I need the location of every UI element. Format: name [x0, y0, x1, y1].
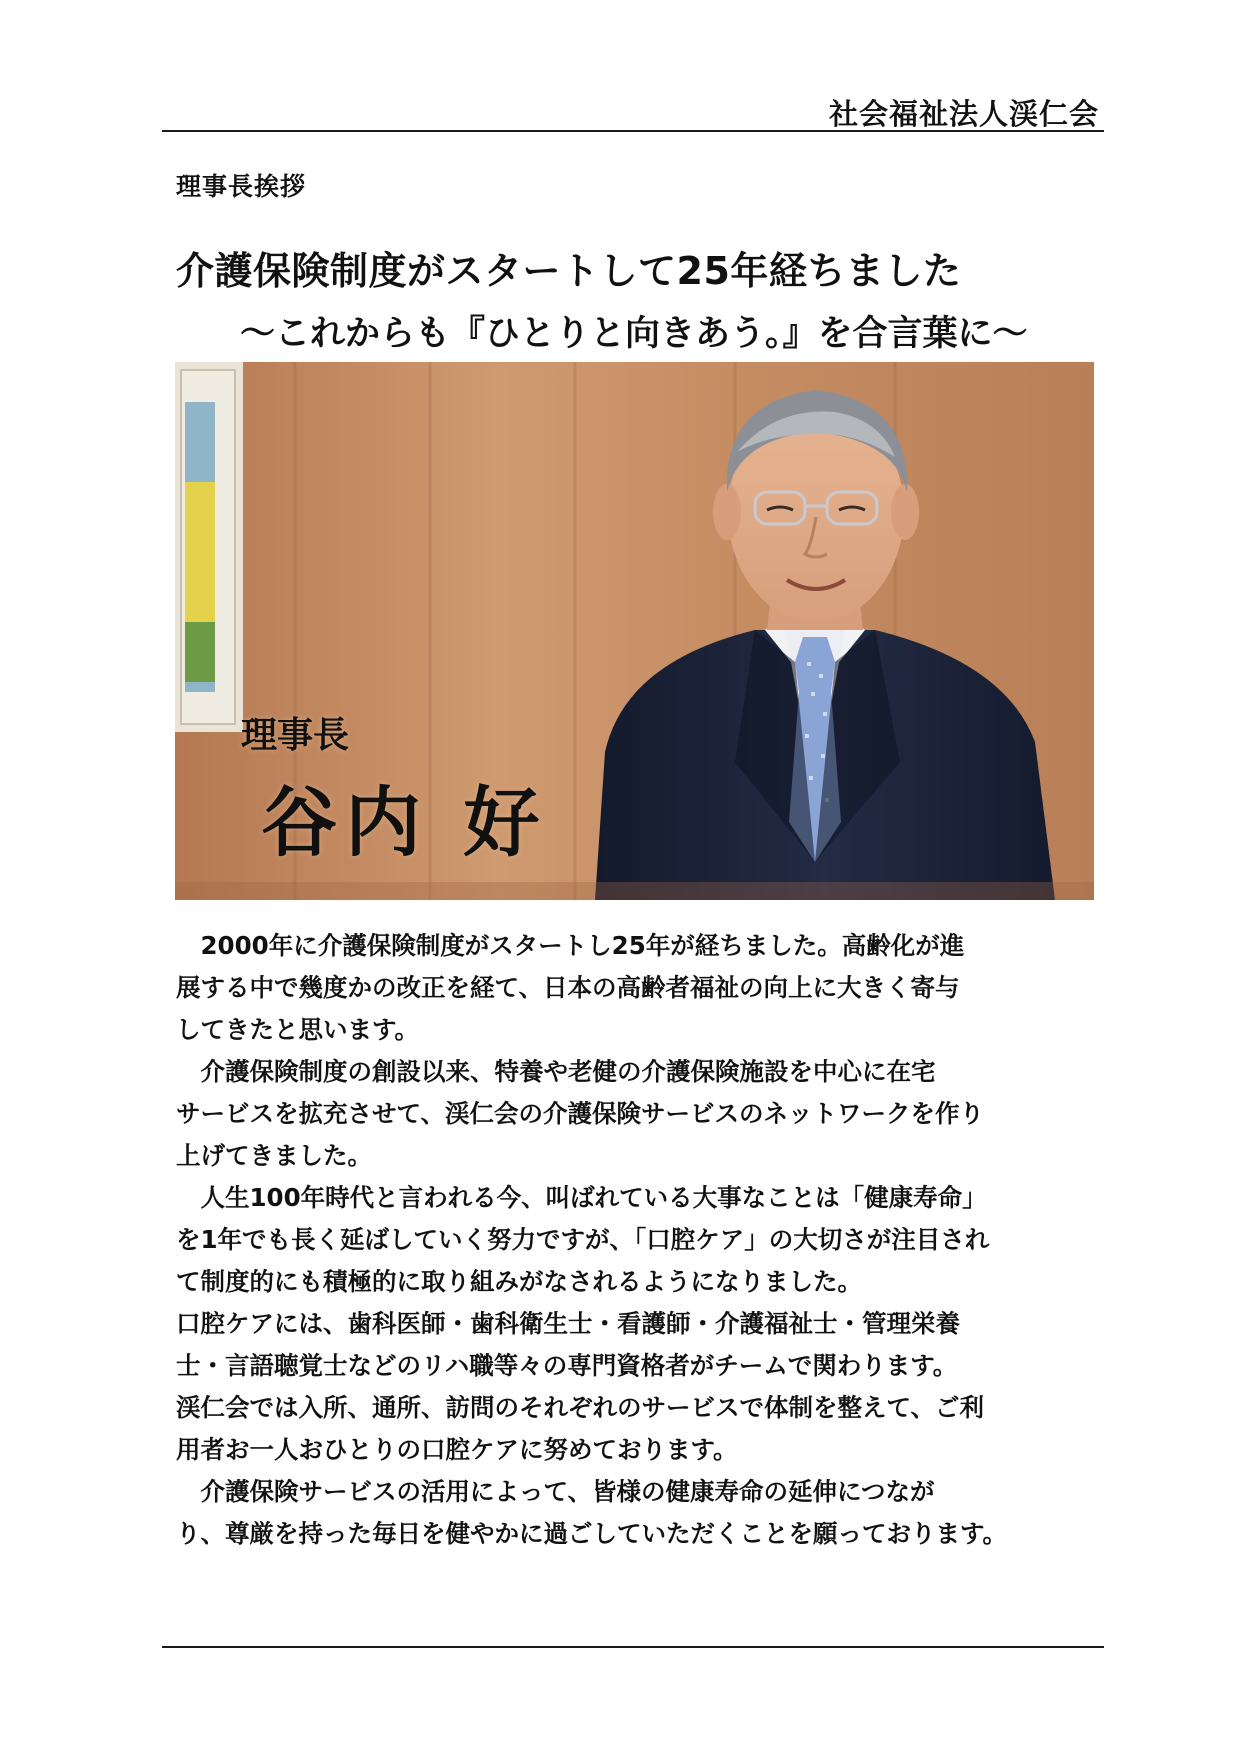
- footer-rule: [162, 1646, 1104, 1648]
- organization-name: 社会福祉法人渓仁会: [828, 97, 1099, 131]
- chairman-photo: [175, 362, 1094, 900]
- header-rule: [162, 130, 1104, 132]
- paragraph: 人生100年時代と言われる今、叫ばれている大事なことは「健康寿命」 を1年でも長く延ばしていく努力ですが、「口腔ケア」の大切さが注目され て制度的にも積極的に取り組みがなされるようになりました。: [176, 1183, 990, 1296]
- caption-title: 理事長: [241, 715, 350, 756]
- headline: 介護保険制度がスタートして25年経ちました: [176, 249, 962, 293]
- greeting-body: [176, 925, 1102, 1555]
- caption-name: 谷内 好: [261, 778, 548, 867]
- paragraph: 口腔ケアには、歯科医師・歯科衛生士・看護師・介護福祉士・管理栄養 士・言語聴覚士などのリハ職等々の専門資格者がチームで関わります。 渓仁会では入所、通所、訪問のそれぞれのサービスで体制を整えて、ご利 用者お一人おひとりの口腔ケアに努めております。: [176, 1309, 985, 1464]
- paragraph: 介護保険サービスの活用によって、皆様の健康寿命の延伸につなが り、尊厳を持った毎日を健やかに過ごしていただくことを願っております。: [176, 1477, 1008, 1548]
- subheadline: ～これからも『ひとりと向きあう。』を合言葉に～: [240, 314, 1028, 354]
- section-label: 理事長挨拶: [176, 172, 307, 201]
- paragraph: 介護保険制度の創設以来、特養や老健の介護保険施設を中心に在宅 サービスを拡充させて、渓仁会の介護保険サービスのネットワークを作り 上げてきました。: [176, 1057, 985, 1170]
- paragraph: 2000年に介護保険制度がスタートし25年が経ちました。高齢化が進 展する中で幾度かの改正を経て、日本の高齢者福祉の向上に大きく寄与 してきたと思います。: [176, 931, 965, 1044]
